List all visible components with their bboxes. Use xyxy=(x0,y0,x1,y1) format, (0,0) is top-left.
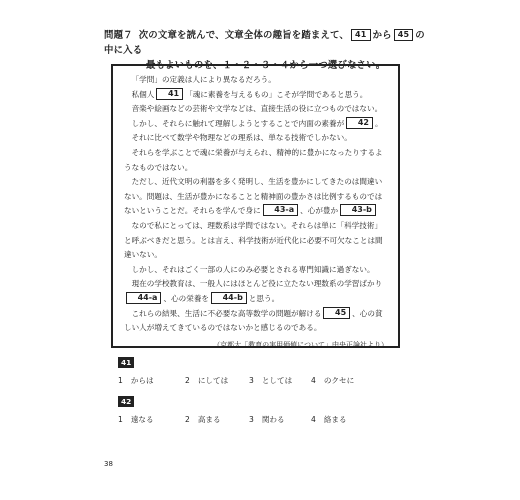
choice-41-2[interactable] xyxy=(185,375,228,386)
passage-text: 私個人 xyxy=(131,89,155,99)
choice-text: 関わる xyxy=(261,415,285,424)
passage-text: 現在の学校教育は、一般人にはほとんど役に立たない理数系の学習ばかり xyxy=(131,279,383,289)
passage-paragraph-1 xyxy=(124,73,388,88)
blank-44b: 44-b xyxy=(211,292,247,304)
choice-number: 3 xyxy=(249,415,254,424)
choice-number: 4 xyxy=(311,376,316,385)
choice-text: 高まる xyxy=(197,415,221,424)
choice-number: 2 xyxy=(185,376,190,385)
passage-text: 「学問」の定義は人により異なるだろう。 xyxy=(131,75,276,84)
blank-box-start: 41 xyxy=(351,29,371,41)
choice-41-4[interactable] xyxy=(311,375,354,386)
passage-text: 、心が豊か xyxy=(300,206,339,216)
choice-42-3[interactable] xyxy=(249,414,285,425)
passage-paragraph-8 xyxy=(124,219,388,263)
choice-row xyxy=(118,375,418,389)
passage-paragraph-9 xyxy=(124,263,388,278)
choice-row xyxy=(118,414,418,428)
choice-text: のクセに xyxy=(323,376,355,385)
passage-text: しかし、それらに触れて理解しようとすることで内面の素養が xyxy=(131,118,345,128)
page-number: 38 xyxy=(104,460,113,468)
passage-citation: （京都大「教育の実用価値について」中央正論社より） xyxy=(213,340,388,349)
choice-text: としては xyxy=(261,376,293,385)
option-number-badge: 41 xyxy=(118,357,134,368)
blank-box-end: 45 xyxy=(394,29,414,41)
choice-number: 1 xyxy=(118,415,123,424)
choice-42-2[interactable] xyxy=(185,414,221,425)
options-42 xyxy=(118,396,418,428)
question-text-b: から xyxy=(372,30,392,41)
question-title: 問題７ xyxy=(104,30,133,41)
reading-passage xyxy=(111,64,400,348)
passage-text: しかし、それはごく一部の人にのみ必要とされる専門知識に過ぎない。 xyxy=(131,264,375,274)
passage-text: それらを学ぶことで魂に栄養が与えられ、精神的に豊かになったりするようなものではない。 xyxy=(124,147,383,172)
choice-number: 2 xyxy=(185,415,190,424)
question-text-a: 次の文章を読んで、文章全体の趣旨を踏まえて、 xyxy=(138,30,350,41)
blank-45: 45 xyxy=(323,307,350,319)
choice-number: 3 xyxy=(249,376,254,385)
passage-text: なので私にとっては、理数系は学問ではない。それらは単に「科学技術」と呼ぶべきだと思う。とは言え、科学技術が近代化に必要不可欠なことは間違いない。 xyxy=(124,220,383,260)
passage-paragraph-10 xyxy=(124,277,388,306)
passage-paragraph-6 xyxy=(124,146,388,175)
passage-paragraph-11 xyxy=(124,307,388,336)
choice-number: 1 xyxy=(118,376,123,385)
choice-41-1[interactable] xyxy=(118,375,154,386)
question-text-c: の中に入る xyxy=(104,30,425,56)
passage-text: 、心の貧しい人が増えてきているのではないかと感じるのである。 xyxy=(124,308,383,333)
passage-text: それに比べて数学や物理などの理系は、単なる技術でしかない。 xyxy=(131,133,352,143)
choice-text: 絡まる xyxy=(323,415,347,424)
blank-41: 41 xyxy=(156,88,183,100)
choice-text: にしては xyxy=(197,376,229,385)
passage-text: 。 xyxy=(374,118,383,128)
choice-41-3[interactable] xyxy=(249,375,292,386)
blank-43b: 43-b xyxy=(340,204,376,216)
passage-text: 「魂に素養を与えるもの」こそが学問であると思う。 xyxy=(185,89,368,99)
choice-number: 4 xyxy=(311,415,316,424)
option-number-badge: 42 xyxy=(118,396,134,407)
choice-text: からは xyxy=(130,376,154,385)
blank-42: 42 xyxy=(346,117,373,129)
passage-text: これらの結果、生活に不必要な高等数学の問題が解ける xyxy=(131,308,322,318)
passage-paragraph-7 xyxy=(124,175,388,219)
question-text-line2: 最もよいものを、１・２・３・４から一つ選びなさい。 xyxy=(146,60,386,71)
passage-text: ただし、近代文明の利器を多く発明し、生活を豊かにしてきたのは間違いない。問題は、生活が豊かになることと精神面の豊かさは比例するものではないということだ。それらを学んで身に xyxy=(124,177,383,216)
choice-42-1[interactable] xyxy=(118,414,154,425)
passage-paragraph-3 xyxy=(124,102,388,117)
passage-paragraph-2 xyxy=(124,88,388,103)
choice-text: 遠なる xyxy=(130,415,154,424)
passage-text: と思う。 xyxy=(248,293,280,303)
passage-text: 、心の栄養を xyxy=(163,293,210,303)
passage-text: 音楽や絵画などの芸術や文学などは、直接生活の役に立つものではない。 xyxy=(131,104,383,114)
blank-44a: 44-a xyxy=(126,292,161,304)
options-41 xyxy=(118,357,418,389)
passage-paragraph-4 xyxy=(124,117,388,132)
blank-43a: 43-a xyxy=(263,204,298,216)
choice-42-4[interactable] xyxy=(311,414,347,425)
passage-paragraph-5 xyxy=(124,131,388,146)
